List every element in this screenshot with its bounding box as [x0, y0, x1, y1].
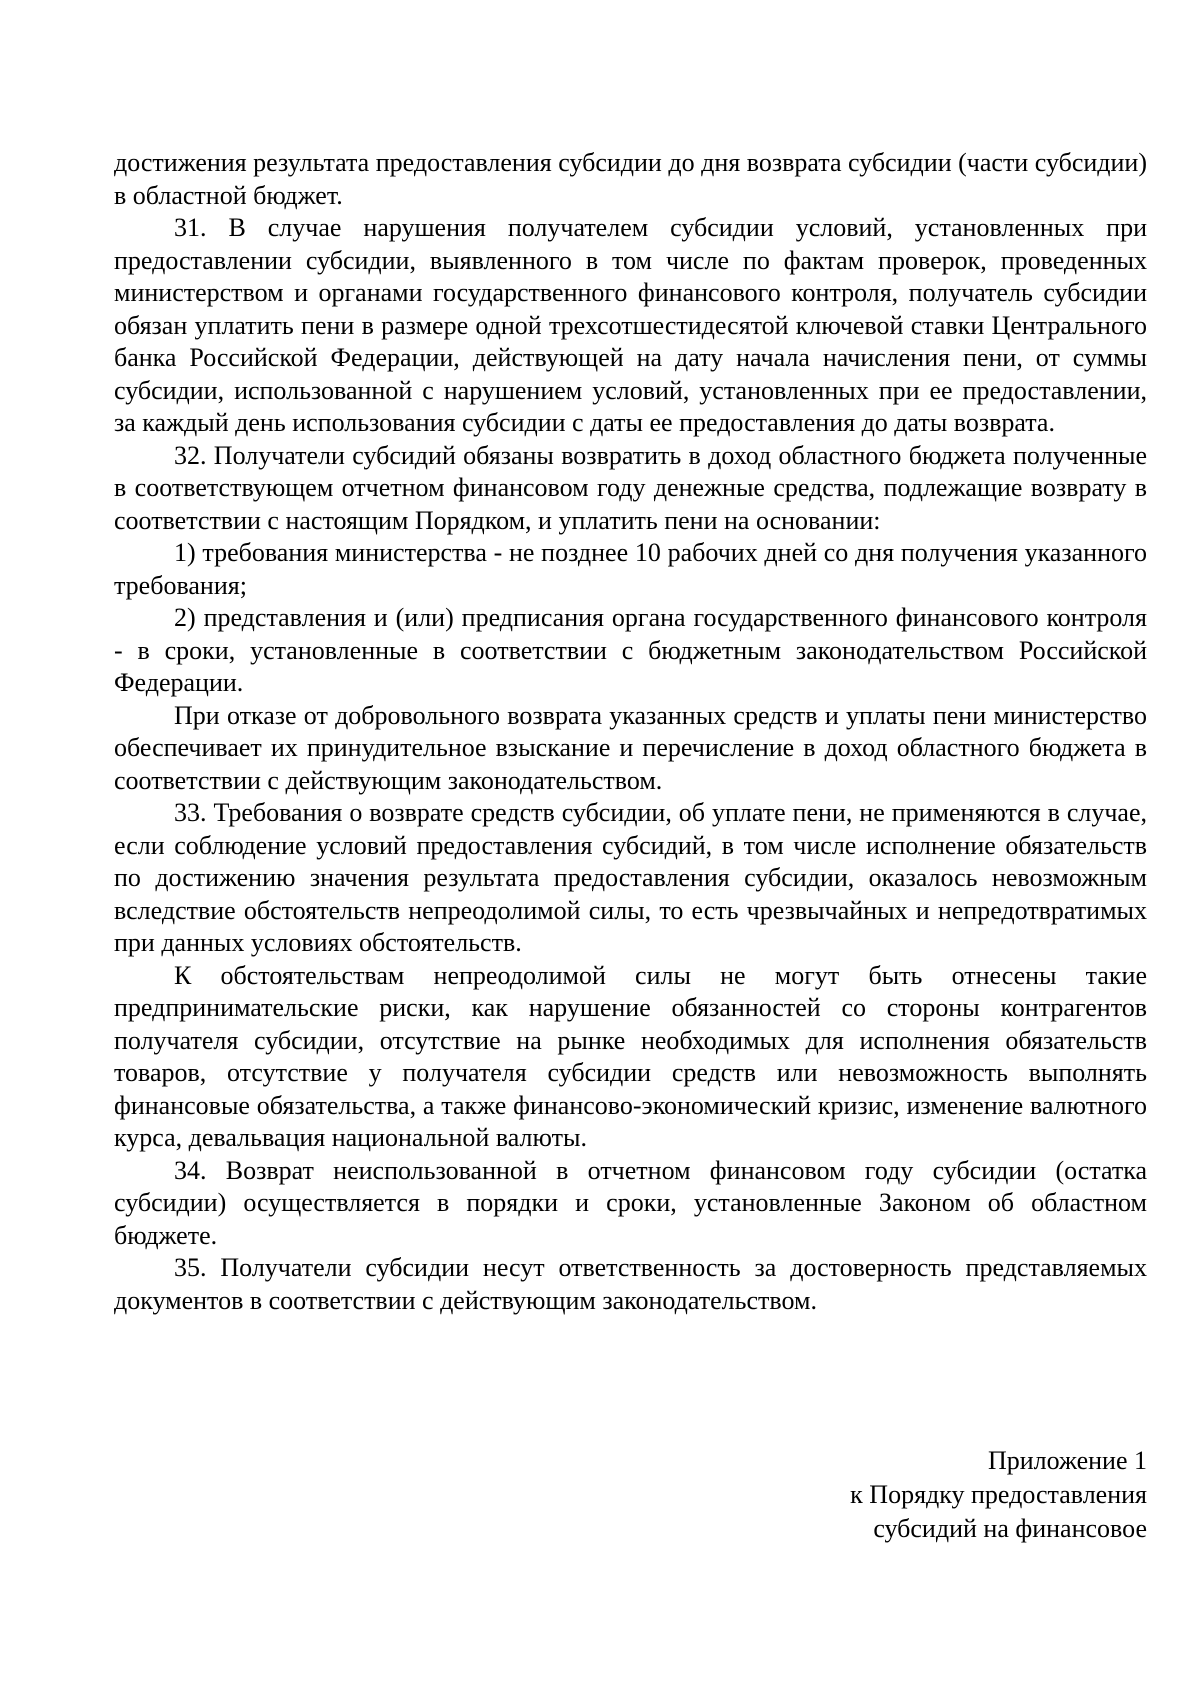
paragraph-continuation: достижения результата предоставления субсидии до дня возврата субсидии (части субсидии) в областной бюджет. [114, 148, 1147, 210]
paragraph-refusal: При отказе от добровольного возврата указанных средств и уплаты пени министерство обеспечивает их принудительное взыскание и перечисление в доход областного бюджета в соответствии с действующим законодательством. [114, 700, 1147, 795]
appendix-subtitle-line-2: субсидий на финансовое [873, 1514, 1147, 1543]
paragraph-33: 33. Требования о возврате средств субсидии, об уплате пени, не применяются в случае, если соблюдение условий предоставления субсидий, в том числе исполнение обязательств по достижению значения результата предоставления субсидии, оказалось невозможным вследствие обстоятельств непреодолимой силы, то есть чрезвычайных и непредотвратимых при данных условиях обстоятельств. [114, 798, 1147, 957]
paragraph-force-majeure: К обстоятельствам непреодолимой силы не могут быть отнесены такие предпринимательские риски, как нарушение обязанностей со стороны контрагентов получателя субсидии, отсутствие на рынке необходимых для исполнения обязательств товаров, отсутствие у получателя субсидии средств или невозможность выполнять финансовые обязательства, а также финансово-экономический кризис, изменение валютного курса, девальвация национальной валюты. [114, 960, 1147, 1152]
paragraph-32-item-2: 2) представления и (или) предписания органа государственного финансового контроля - в сроки, установленные в соответствии с бюджетным законодательством Российской Федерации. [114, 603, 1147, 697]
paragraph-32-item-1: 1) требования министерства - не позднее 10 рабочих дней со дня получения указанного требования; [114, 538, 1147, 600]
paragraph-35: 35. Получатели субсидии несут ответственность за достоверность представляемых документов в соответствии с действующим законодательством. [114, 1253, 1147, 1315]
appendix-title: Приложение 1 [987, 1446, 1147, 1475]
body-text [114, 147, 1147, 1317]
appendix-subtitle-line-1: к Порядку предоставления [850, 1480, 1147, 1509]
appendix-heading [850, 1444, 1147, 1546]
paragraph-31: 31. В случае нарушения получателем субсидии условий, установленных при предоставлении субсидии, выявленного в том числе по фактам проверок, проведенных министерством и органами государственного финансового контроля, получатель субсидии обязан уплатить пени в размере одной трехсотшестидесятой ключевой ставки Центрального банка Российской Федерации, действующей на дату начала начисления пени, от суммы субсидии, использованной с нарушением условий, установленных при ее предоставлении, за каждый день использования субсидии с даты ее предоставления до даты возврата. [114, 213, 1147, 437]
paragraph-32: 32. Получатели субсидий обязаны возвратить в доход областного бюджета полученные в соответствующем отчетном финансовом году денежные средства, подлежащие возврату в соответствии с настоящим Порядком, и уплатить пени на основании: [114, 440, 1147, 535]
paragraph-34: 34. Возврат неиспользованной в отчетном финансовом году субсидии (остатка субсидии) осуществляется в порядки и сроки, установленные Законом об областном бюджете. [114, 1155, 1147, 1250]
